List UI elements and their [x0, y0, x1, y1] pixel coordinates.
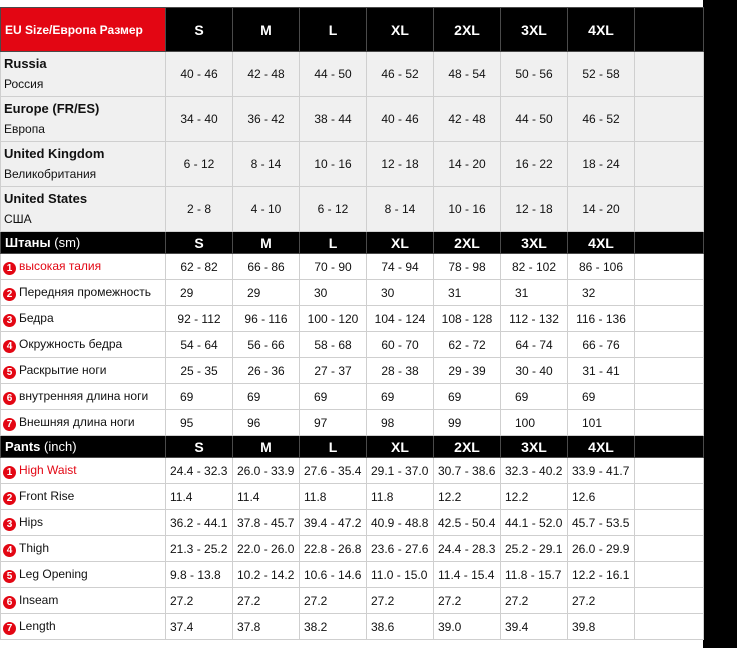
conversion-value: 2 - 8 [166, 187, 233, 232]
measurement-value: 32 [568, 280, 635, 306]
measurement-value: 39.4 - 47.2 [300, 510, 367, 536]
conversion-value: 46 - 52 [367, 52, 434, 97]
measurement-value: 39.4 [501, 614, 568, 640]
measurement-value: 38.6 [367, 614, 434, 640]
size-header-m: M [233, 436, 300, 458]
empty-cell [635, 306, 704, 332]
measurement-value: 62 - 72 [434, 332, 501, 358]
conversion-row [1, 97, 704, 142]
country-name-en: Europe (FR/ES) [4, 101, 100, 116]
measurement-value: 23.6 - 27.6 [367, 536, 434, 562]
number-badge-icon: 2 [3, 288, 16, 301]
measurement-label [1, 484, 166, 510]
measurement-name: Внешняя длина ноги [19, 414, 135, 429]
right-edge-strip [703, 0, 737, 648]
conversion-label [1, 52, 166, 97]
number-badge-icon: 1 [3, 262, 16, 275]
conversion-value: 10 - 16 [300, 142, 367, 187]
measurement-label [1, 332, 166, 358]
conversion-value: 16 - 22 [501, 142, 568, 187]
measurement-value: 69 [300, 384, 367, 410]
measurement-value: 27.2 [233, 588, 300, 614]
number-badge-icon: 4 [3, 544, 16, 557]
measurement-value: 100 [501, 410, 568, 436]
measurement-label [1, 358, 166, 384]
measurement-label [1, 280, 166, 306]
measurement-value: 27.2 [367, 588, 434, 614]
measurement-value: 25.2 - 29.1 [501, 536, 568, 562]
conversion-value: 8 - 14 [233, 142, 300, 187]
measurement-name: High Waist [19, 462, 77, 477]
conversion-value: 4 - 10 [233, 187, 300, 232]
measurement-value: 10.6 - 14.6 [300, 562, 367, 588]
size-header-empty [635, 436, 704, 458]
number-badge-icon: 2 [3, 492, 16, 505]
section-title-main: Pants [5, 439, 41, 454]
measurement-value: 60 - 70 [367, 332, 434, 358]
measurement-row [1, 510, 704, 536]
measurement-value: 9.8 - 13.8 [166, 562, 233, 588]
measurement-value: 92 - 112 [166, 306, 233, 332]
number-badge-icon: 6 [3, 392, 16, 405]
measurement-value: 33.9 - 41.7 [568, 458, 635, 484]
size-header-empty [635, 232, 704, 254]
size-header-m: M [233, 232, 300, 254]
measurement-value: 29.1 - 37.0 [367, 458, 434, 484]
measurement-value: 11.4 [233, 484, 300, 510]
measurement-value: 31 - 41 [568, 358, 635, 384]
conversion-label [1, 142, 166, 187]
measurement-value: 12.2 [501, 484, 568, 510]
measurement-value: 11.8 [300, 484, 367, 510]
measurement-name: Бедра [19, 310, 54, 325]
measurement-name: Length [19, 618, 56, 633]
measurement-value: 12.6 [568, 484, 635, 510]
number-badge-icon: 3 [3, 314, 16, 327]
conversion-value: 52 - 58 [568, 52, 635, 97]
conversion-value: 42 - 48 [233, 52, 300, 97]
size-header-2xl: 2XL [434, 232, 501, 254]
conversion-value: 10 - 16 [434, 187, 501, 232]
measurement-value: 24.4 - 28.3 [434, 536, 501, 562]
measurement-row [1, 484, 704, 510]
empty-cell [635, 142, 704, 187]
empty-cell [635, 536, 704, 562]
size-header-s: S [166, 8, 233, 52]
number-badge-icon: 6 [3, 596, 16, 609]
measurement-value: 26 - 36 [233, 358, 300, 384]
conversion-value: 40 - 46 [367, 97, 434, 142]
measurement-label [1, 536, 166, 562]
measurement-value: 22.0 - 26.0 [233, 536, 300, 562]
measurement-row [1, 384, 704, 410]
measurement-value: 39.8 [568, 614, 635, 640]
measurement-value: 101 [568, 410, 635, 436]
measurement-value: 27.2 [501, 588, 568, 614]
country-name-en: Russia [4, 56, 47, 71]
measurement-value: 27.2 [166, 588, 233, 614]
country-name-en: United Kingdom [4, 146, 105, 161]
number-badge-icon: 5 [3, 570, 16, 583]
measurement-value: 21.3 - 25.2 [166, 536, 233, 562]
measurement-label [1, 306, 166, 332]
measurement-row [1, 306, 704, 332]
measurement-value: 32.3 - 40.2 [501, 458, 568, 484]
empty-cell [635, 187, 704, 232]
conversion-value: 18 - 24 [568, 142, 635, 187]
measurement-value: 11.4 [166, 484, 233, 510]
measurement-value: 100 - 120 [300, 306, 367, 332]
empty-cell [635, 254, 704, 280]
measurement-row [1, 536, 704, 562]
section-title [1, 232, 166, 254]
measurement-row [1, 280, 704, 306]
measurement-name: Front Rise [19, 488, 75, 503]
empty-cell [635, 458, 704, 484]
measurement-value: 39.0 [434, 614, 501, 640]
measurement-row [1, 410, 704, 436]
measurement-value: 69 [166, 384, 233, 410]
conversion-label [1, 97, 166, 142]
size-header-xl: XL [367, 232, 434, 254]
measurement-row [1, 588, 704, 614]
measurement-value: 44.1 - 52.0 [501, 510, 568, 536]
measurement-value: 112 - 132 [501, 306, 568, 332]
measurement-value: 22.8 - 26.8 [300, 536, 367, 562]
empty-cell [635, 562, 704, 588]
empty-cell [635, 280, 704, 306]
measurement-value: 24.4 - 32.3 [166, 458, 233, 484]
measurement-label [1, 458, 166, 484]
measurement-value: 69 [367, 384, 434, 410]
empty-cell [635, 332, 704, 358]
measurement-value: 86 - 106 [568, 254, 635, 280]
measurement-value: 95 [166, 410, 233, 436]
measurement-value: 11.8 [367, 484, 434, 510]
measurement-value: 30 [300, 280, 367, 306]
size-header-l: L [300, 232, 367, 254]
conversion-value: 6 - 12 [300, 187, 367, 232]
measurement-value: 37.8 [233, 614, 300, 640]
measurement-name: Раскрытие ноги [19, 362, 107, 377]
conversion-value: 44 - 50 [501, 97, 568, 142]
measurement-value: 30.7 - 38.6 [434, 458, 501, 484]
measurement-value: 97 [300, 410, 367, 436]
measurement-value: 27.2 [434, 588, 501, 614]
conversion-row [1, 52, 704, 97]
size-header-4xl: 4XL [568, 232, 635, 254]
measurement-value: 66 - 86 [233, 254, 300, 280]
measurement-name: Передняя промежность [19, 284, 152, 299]
measurement-value: 27.2 [300, 588, 367, 614]
size-header-4xl: 4XL [568, 436, 635, 458]
measurement-value: 37.4 [166, 614, 233, 640]
measurement-value: 62 - 82 [166, 254, 233, 280]
conversion-value: 6 - 12 [166, 142, 233, 187]
measurement-value: 56 - 66 [233, 332, 300, 358]
measurement-value: 104 - 124 [367, 306, 434, 332]
measurement-row [1, 332, 704, 358]
size-header-3xl: 3XL [501, 232, 568, 254]
measurement-value: 38.2 [300, 614, 367, 640]
empty-cell [635, 97, 704, 142]
measurement-name: Hips [19, 514, 44, 529]
measurement-row [1, 614, 704, 640]
size-header-m: M [233, 8, 300, 52]
measurement-value: 69 [434, 384, 501, 410]
conversion-row [1, 142, 704, 187]
measurement-value: 11.4 - 15.4 [434, 562, 501, 588]
empty-cell [635, 384, 704, 410]
empty-cell [635, 484, 704, 510]
measurement-value: 108 - 128 [434, 306, 501, 332]
measurement-label [1, 254, 166, 280]
conversion-value: 12 - 18 [367, 142, 434, 187]
measurement-value: 11.8 - 15.7 [501, 562, 568, 588]
measurement-value: 37.8 - 45.7 [233, 510, 300, 536]
measurement-value: 28 - 38 [367, 358, 434, 384]
measurement-name: Thigh [19, 540, 50, 555]
size-header-xl: XL [367, 436, 434, 458]
measurement-value: 42.5 - 50.4 [434, 510, 501, 536]
measurement-value: 116 - 136 [568, 306, 635, 332]
conversion-row [1, 187, 704, 232]
header-row-eu [1, 8, 704, 52]
section-title [1, 436, 166, 458]
measurement-value: 29 [166, 280, 233, 306]
conversion-value: 34 - 40 [166, 97, 233, 142]
measurement-label [1, 614, 166, 640]
measurement-value: 98 [367, 410, 434, 436]
header-row-cm [1, 232, 704, 254]
conversion-value: 14 - 20 [434, 142, 501, 187]
conversion-value: 46 - 52 [568, 97, 635, 142]
measurement-value: 58 - 68 [300, 332, 367, 358]
section-title-unit: (inch) [40, 439, 77, 454]
size-header-2xl: 2XL [434, 436, 501, 458]
size-header-empty [635, 8, 704, 52]
header-row-inch [1, 436, 704, 458]
measurement-value: 74 - 94 [367, 254, 434, 280]
measurement-value: 27 - 37 [300, 358, 367, 384]
number-badge-icon: 3 [3, 518, 16, 531]
country-name-ru: США [4, 212, 32, 226]
measurement-value: 69 [233, 384, 300, 410]
empty-cell [635, 358, 704, 384]
measurement-label [1, 384, 166, 410]
measurement-value: 96 - 116 [233, 306, 300, 332]
measurement-value: 12.2 - 16.1 [568, 562, 635, 588]
size-chart-table [0, 7, 704, 640]
measurement-label [1, 410, 166, 436]
measurement-value: 70 - 90 [300, 254, 367, 280]
size-header-s: S [166, 436, 233, 458]
number-badge-icon: 4 [3, 340, 16, 353]
measurement-label [1, 510, 166, 536]
measurement-label [1, 588, 166, 614]
conversion-value: 48 - 54 [434, 52, 501, 97]
empty-cell [635, 588, 704, 614]
measurement-value: 31 [434, 280, 501, 306]
measurement-value: 69 [568, 384, 635, 410]
conversion-value: 12 - 18 [501, 187, 568, 232]
conversion-value: 50 - 56 [501, 52, 568, 97]
measurement-value: 31 [501, 280, 568, 306]
measurement-row [1, 254, 704, 280]
measurement-value: 12.2 [434, 484, 501, 510]
measurement-value: 99 [434, 410, 501, 436]
conversion-value: 38 - 44 [300, 97, 367, 142]
measurement-value: 29 [233, 280, 300, 306]
measurement-value: 64 - 74 [501, 332, 568, 358]
measurement-value: 45.7 - 53.5 [568, 510, 635, 536]
measurement-value: 26.0 - 29.9 [568, 536, 635, 562]
conversion-value: 44 - 50 [300, 52, 367, 97]
measurement-value: 29 - 39 [434, 358, 501, 384]
measurement-value: 78 - 98 [434, 254, 501, 280]
measurement-value: 30 - 40 [501, 358, 568, 384]
number-badge-icon: 1 [3, 466, 16, 479]
size-header-xl: XL [367, 8, 434, 52]
section-title-unit: (sm) [50, 235, 81, 250]
measurement-name: внутренняя длина ноги [19, 388, 149, 403]
empty-cell [635, 52, 704, 97]
measurement-value: 26.0 - 33.9 [233, 458, 300, 484]
size-header-3xl: 3XL [501, 8, 568, 52]
size-header-l: L [300, 8, 367, 52]
measurement-name: высокая талия [19, 258, 102, 273]
measurement-name: Leg Opening [19, 566, 88, 581]
measurement-value: 69 [501, 384, 568, 410]
measurement-value: 11.0 - 15.0 [367, 562, 434, 588]
eu-size-header: EU Size/Европа Размер [1, 8, 166, 52]
empty-cell [635, 510, 704, 536]
country-name-ru: Россия [4, 77, 44, 91]
size-header-4xl: 4XL [568, 8, 635, 52]
measurement-value: 36.2 - 44.1 [166, 510, 233, 536]
measurement-value: 25 - 35 [166, 358, 233, 384]
conversion-value: 40 - 46 [166, 52, 233, 97]
measurement-name: Inseam [19, 592, 59, 607]
measurement-row [1, 458, 704, 484]
measurement-value: 40.9 - 48.8 [367, 510, 434, 536]
country-name-ru: Европа [4, 122, 45, 136]
country-name-en: United States [4, 191, 88, 206]
measurement-value: 27.2 [568, 588, 635, 614]
measurement-name: Окружность бедра [19, 336, 123, 351]
conversion-value: 42 - 48 [434, 97, 501, 142]
number-badge-icon: 7 [3, 622, 16, 635]
country-name-ru: Великобритания [4, 167, 97, 181]
section-title-main: Штаны [5, 235, 51, 250]
size-header-l: L [300, 436, 367, 458]
measurement-value: 30 [367, 280, 434, 306]
number-badge-icon: 7 [3, 418, 16, 431]
measurement-value: 54 - 64 [166, 332, 233, 358]
measurement-value: 82 - 102 [501, 254, 568, 280]
size-header-2xl: 2XL [434, 8, 501, 52]
conversion-value: 8 - 14 [367, 187, 434, 232]
measurement-row [1, 562, 704, 588]
conversion-value: 36 - 42 [233, 97, 300, 142]
empty-cell [635, 410, 704, 436]
empty-cell [635, 614, 704, 640]
conversion-label [1, 187, 166, 232]
measurement-label [1, 562, 166, 588]
measurement-row [1, 358, 704, 384]
conversion-value: 14 - 20 [568, 187, 635, 232]
measurement-value: 66 - 76 [568, 332, 635, 358]
size-header-s: S [166, 232, 233, 254]
size-header-3xl: 3XL [501, 436, 568, 458]
measurement-value: 96 [233, 410, 300, 436]
measurement-value: 10.2 - 14.2 [233, 562, 300, 588]
number-badge-icon: 5 [3, 366, 16, 379]
measurement-value: 27.6 - 35.4 [300, 458, 367, 484]
